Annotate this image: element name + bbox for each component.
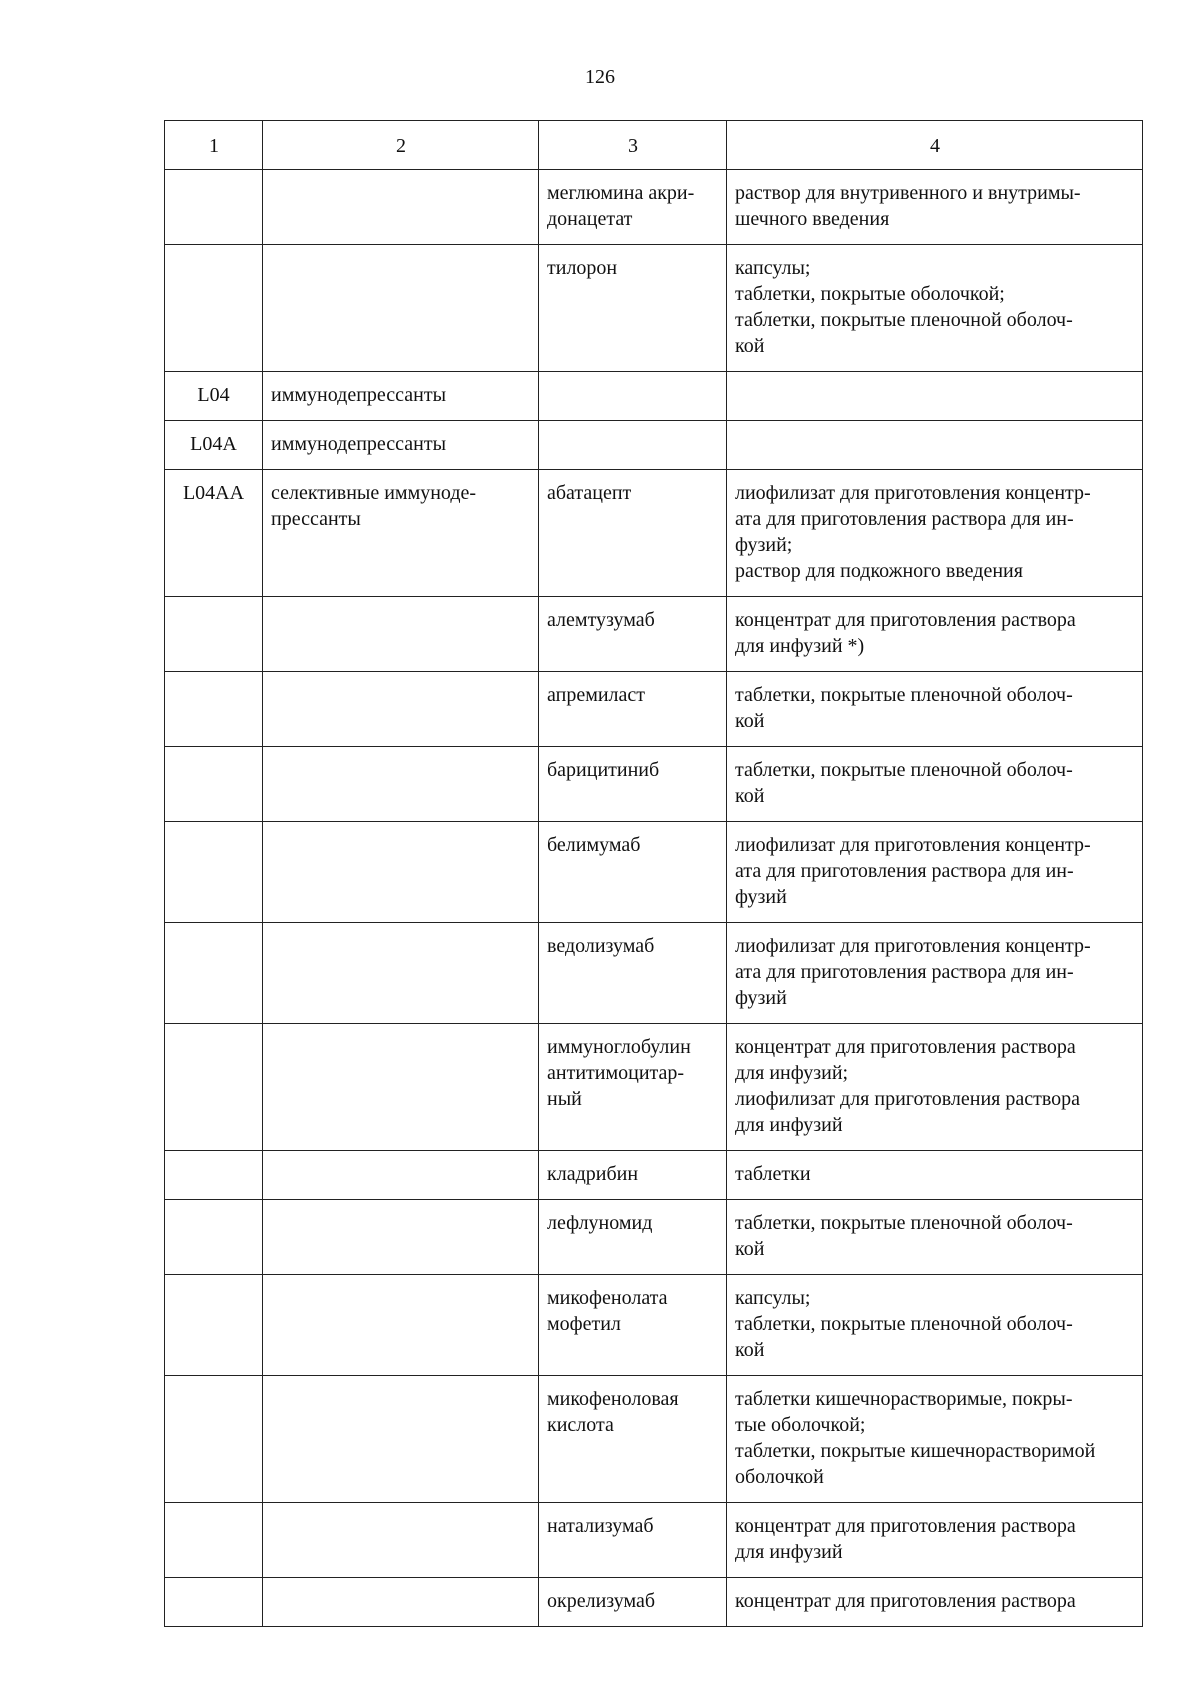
atc-code-cell <box>165 1200 263 1275</box>
dosage-form-cell: лиофилизат для приготовления концентр- ата для приготовления раствора для ин- фузий <box>727 923 1143 1024</box>
atc-code-cell <box>165 1151 263 1200</box>
header-row <box>165 121 1143 170</box>
table-row <box>165 1151 1143 1200</box>
table-header <box>165 121 1143 170</box>
atc-code-cell: L04AA <box>165 470 263 597</box>
drug-name-cell <box>539 372 727 421</box>
atc-code-cell <box>165 1503 263 1578</box>
drug-name-cell: кладрибин <box>539 1151 727 1200</box>
group-name-cell <box>263 1275 539 1376</box>
atc-code-cell: L04 <box>165 372 263 421</box>
column-header-1: 1 <box>165 121 263 170</box>
atc-code-cell <box>165 1376 263 1503</box>
atc-code-cell <box>165 672 263 747</box>
dosage-form-cell: капсулы; таблетки, покрытые оболочкой; таблетки, покрытые пленочной оболоч- кой <box>727 245 1143 372</box>
group-name-cell <box>263 672 539 747</box>
group-name-cell: иммунодепрессанты <box>263 421 539 470</box>
drug-name-cell: абатацепт <box>539 470 727 597</box>
dosage-form-cell: лиофилизат для приготовления концентр- ата для приготовления раствора для ин- фузий <box>727 822 1143 923</box>
table-row <box>165 747 1143 822</box>
dosage-form-cell: концентрат для приготовления раствора для инфузий <box>727 1503 1143 1578</box>
column-header-2: 2 <box>263 121 539 170</box>
atc-code-cell <box>165 1275 263 1376</box>
dosage-form-cell: концентрат для приготовления раствора для инфузий; лиофилизат для приготовления раствора для инфузий <box>727 1024 1143 1151</box>
dosage-form-cell <box>727 421 1143 470</box>
column-header-3: 3 <box>539 121 727 170</box>
drug-name-cell: микофеноловая кислота <box>539 1376 727 1503</box>
atc-code-cell <box>165 1024 263 1151</box>
page-number: 126 <box>585 66 615 88</box>
drug-name-cell: ведолизумаб <box>539 923 727 1024</box>
dosage-form-cell: концентрат для приготовления раствора для инфузий *) <box>727 597 1143 672</box>
group-name-cell <box>263 923 539 1024</box>
dosage-form-cell: таблетки кишечнорастворимые, покры- тые оболочкой; таблетки, покрытые кишечнорастворимой оболочкой <box>727 1376 1143 1503</box>
drug-name-cell: белимумаб <box>539 822 727 923</box>
table-row <box>165 470 1143 597</box>
table-row <box>165 421 1143 470</box>
group-name-cell: иммунодепрессанты <box>263 372 539 421</box>
dosage-form-cell: раствор для внутривенного и внутримы- шечного введения <box>727 170 1143 245</box>
atc-code-cell <box>165 923 263 1024</box>
group-name-cell <box>263 1578 539 1627</box>
atc-code-cell <box>165 170 263 245</box>
drug-name-cell: тилорон <box>539 245 727 372</box>
group-name-cell <box>263 1376 539 1503</box>
group-name-cell <box>263 170 539 245</box>
drug-name-cell: натализумаб <box>539 1503 727 1578</box>
group-name-cell: селективные иммуноде- прессанты <box>263 470 539 597</box>
group-name-cell <box>263 1200 539 1275</box>
dosage-form-cell: таблетки, покрытые пленочной оболоч- кой <box>727 747 1143 822</box>
group-name-cell <box>263 747 539 822</box>
table-row <box>165 1376 1143 1503</box>
drug-name-cell: микофенолата мофетил <box>539 1275 727 1376</box>
drug-name-cell: лефлуномид <box>539 1200 727 1275</box>
group-name-cell <box>263 822 539 923</box>
dosage-form-cell: таблетки <box>727 1151 1143 1200</box>
table-row <box>165 672 1143 747</box>
table-row <box>165 1578 1143 1627</box>
table-row <box>165 1503 1143 1578</box>
atc-code-cell: L04A <box>165 421 263 470</box>
table-row <box>165 1200 1143 1275</box>
drug-name-cell: окрелизумаб <box>539 1578 727 1627</box>
atc-code-cell <box>165 822 263 923</box>
table-row <box>165 245 1143 372</box>
group-name-cell <box>263 1024 539 1151</box>
column-header-4: 4 <box>727 121 1143 170</box>
medication-table <box>164 120 1143 1627</box>
drug-name-cell: барицитиниб <box>539 747 727 822</box>
drug-name-cell: меглюмина акри- донацетат <box>539 170 727 245</box>
group-name-cell <box>263 1503 539 1578</box>
dosage-form-cell: таблетки, покрытые пленочной оболоч- кой <box>727 672 1143 747</box>
group-name-cell <box>263 245 539 372</box>
table-row <box>165 1275 1143 1376</box>
group-name-cell <box>263 1151 539 1200</box>
table-row <box>165 170 1143 245</box>
drug-name-cell <box>539 421 727 470</box>
atc-code-cell <box>165 747 263 822</box>
table-row <box>165 372 1143 421</box>
table-row <box>165 822 1143 923</box>
group-name-cell <box>263 597 539 672</box>
drug-name-cell: иммуноглобулин антитимоцитар- ный <box>539 1024 727 1151</box>
dosage-form-cell: таблетки, покрытые пленочной оболоч- кой <box>727 1200 1143 1275</box>
dosage-form-cell: лиофилизат для приготовления концентр- ата для приготовления раствора для ин- фузий; раствор для подкожного введения <box>727 470 1143 597</box>
atc-code-cell <box>165 1578 263 1627</box>
dosage-form-cell <box>727 372 1143 421</box>
table-row <box>165 1024 1143 1151</box>
dosage-form-cell: капсулы; таблетки, покрытые пленочной оболоч- кой <box>727 1275 1143 1376</box>
table-row <box>165 597 1143 672</box>
table-body <box>165 170 1143 1627</box>
atc-code-cell <box>165 245 263 372</box>
drug-name-cell: апремиласт <box>539 672 727 747</box>
drug-name-cell: алемтузумаб <box>539 597 727 672</box>
dosage-form-cell: концентрат для приготовления раствора <box>727 1578 1143 1627</box>
table-row <box>165 923 1143 1024</box>
atc-code-cell <box>165 597 263 672</box>
